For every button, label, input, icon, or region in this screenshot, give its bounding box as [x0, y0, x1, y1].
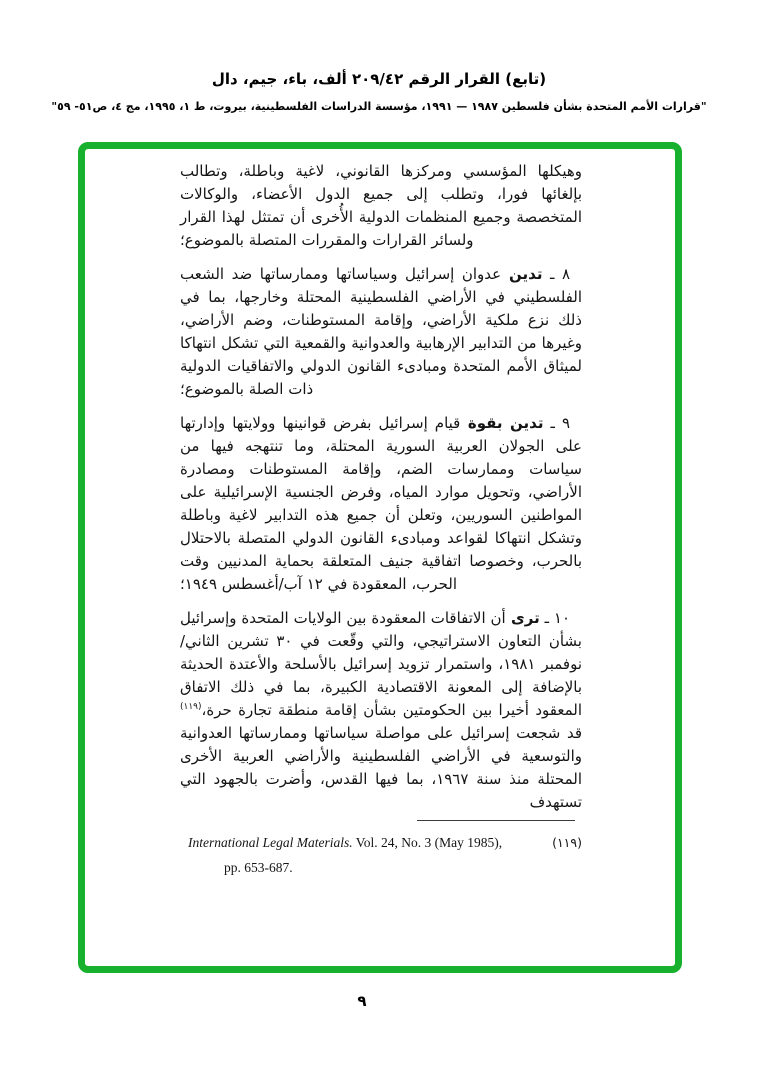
paragraph-10-text-before-ref: أن الاتفاقات المعقودة بين الولايات المتحدة وإسرائيل بشأن التعاون الاستراتيجي، والتي وقّعت في ٣٠ تشرين الثاني/نوفمبر ١٩٨١، واستمرار تزويد إسرائيل بالأسلحة والأعتدة الحديثة بالإضافة إلى المعونة الاقتصادية الكبيرة، بما في ذلك الاتفاق المعقود أخيرا بين الحكومتين بشأن إقامة منطقة تجارة حرة، [180, 609, 582, 719]
footnote-citation [188, 833, 502, 853]
paragraph-10 [180, 607, 582, 814]
footnote-line-1 [180, 833, 582, 853]
paragraph-9 [180, 412, 582, 596]
paragraph-continuation-text: وهيكلها المؤسسي ومركزها القانوني، لاغية وباطلة، وتطالب بإلغائها فورا، وتطلب إلى جميع الدول الأعضاء، والوكالات المتخصصة وجميع المنظمات الدولية الأُخرى أن تمتثل لهذا القرار ولسائر القرارات والمقررات المتصلة بالموضوع؛ [180, 162, 582, 249]
paragraph-10-number: ١٠ ـ [539, 609, 571, 627]
paragraph-continuation [180, 160, 582, 252]
footnote-work-title: International Legal Materials. [188, 835, 353, 850]
footnote-volume-info: Vol. 24, No. 3 (May 1985), [352, 835, 503, 850]
source-citation: "قرارات الأمم المتحدة بشأن فلسطين ١٩٨٧ — ١٩٩١، مؤسسة الدراسات الفلسطينية، بيروت، ط ١، ١٩٩٥، مج ٤، ص٥١- ٥٩" [51, 100, 707, 113]
paragraph-9-text: قيام إسرائيل بفرض قوانينها وولايتها وإدارتها على الجولان العربية السورية المحتلة، وما تنتهجه فيها من سياسات وممارسات الضم، وإقامة المستوطنات ومصادرة الأراضي، وتحويل موارد المياه، وفرض الجنسية الإسرائيلية على المواطنين السوريين، وتعلن أن جميع هذه التدابير لاغية وباطلة وتشكل انتهاكا لقواعد ومبادىء القانون الدولي المتصلة بالاحتلال بالحرب، وخصوصا اتفاقية جنيف المتعلقة بحماية المدنيين وقت الحرب، المعقودة في ١٢ آب/أغسطس ١٩٤٩؛ [180, 414, 582, 593]
footnote-block [180, 820, 582, 878]
paragraph-10-lead: ترى [505, 609, 540, 627]
resolution-text-block [180, 160, 582, 814]
page-number: ٩ [357, 992, 367, 1010]
footnote-marker: (١١٩) [552, 835, 582, 850]
paragraph-8 [180, 263, 582, 401]
paragraph-8-lead: تدين [501, 265, 543, 283]
page-title: (تابع) القرار الرقم ٢٠٩/٤٢ ألف، باء، جيم، دال [211, 70, 547, 88]
footnote-reference-119: (١١٩) [180, 702, 202, 712]
paragraph-9-number: ٩ ـ [543, 414, 571, 432]
paragraph-9-lead: تدين بقوة [460, 414, 544, 432]
paragraph-10-text-after-ref: قد شجعت إسرائيل على مواصلة سياساتها وممارساتها العدوانية والتوسعية في الأراضي الفلسطينية والأراضي العربية الأخرى المحتلة منذ سنة ١٩٦٧، بما فيها القدس، وأضرت بالجهود التي تستهدف [180, 724, 582, 811]
footnote-separator-rule [417, 820, 575, 821]
footnote-pages: pp. 653-687. [224, 860, 293, 875]
paragraph-8-text: عدوان إسرائيل وسياساتها وممارساتها ضد الشعب الفلسطيني في الأراضي الفلسطينية المحتلة وخارجها، بما في ذلك نزع ملكية الأراضي، وإقامة المستوطنات، وضم الأراضي، وغيرها من التدابير الإرهابية والعدوانية والقمعية التي تشكل انتهاكا لميثاق الأمم المتحدة ومبادىء القانون الدولي والاتفاقيات الدولية ذات الصلة بالموضوع؛ [180, 265, 582, 398]
paragraph-8-number: ٨ ـ [542, 265, 570, 283]
